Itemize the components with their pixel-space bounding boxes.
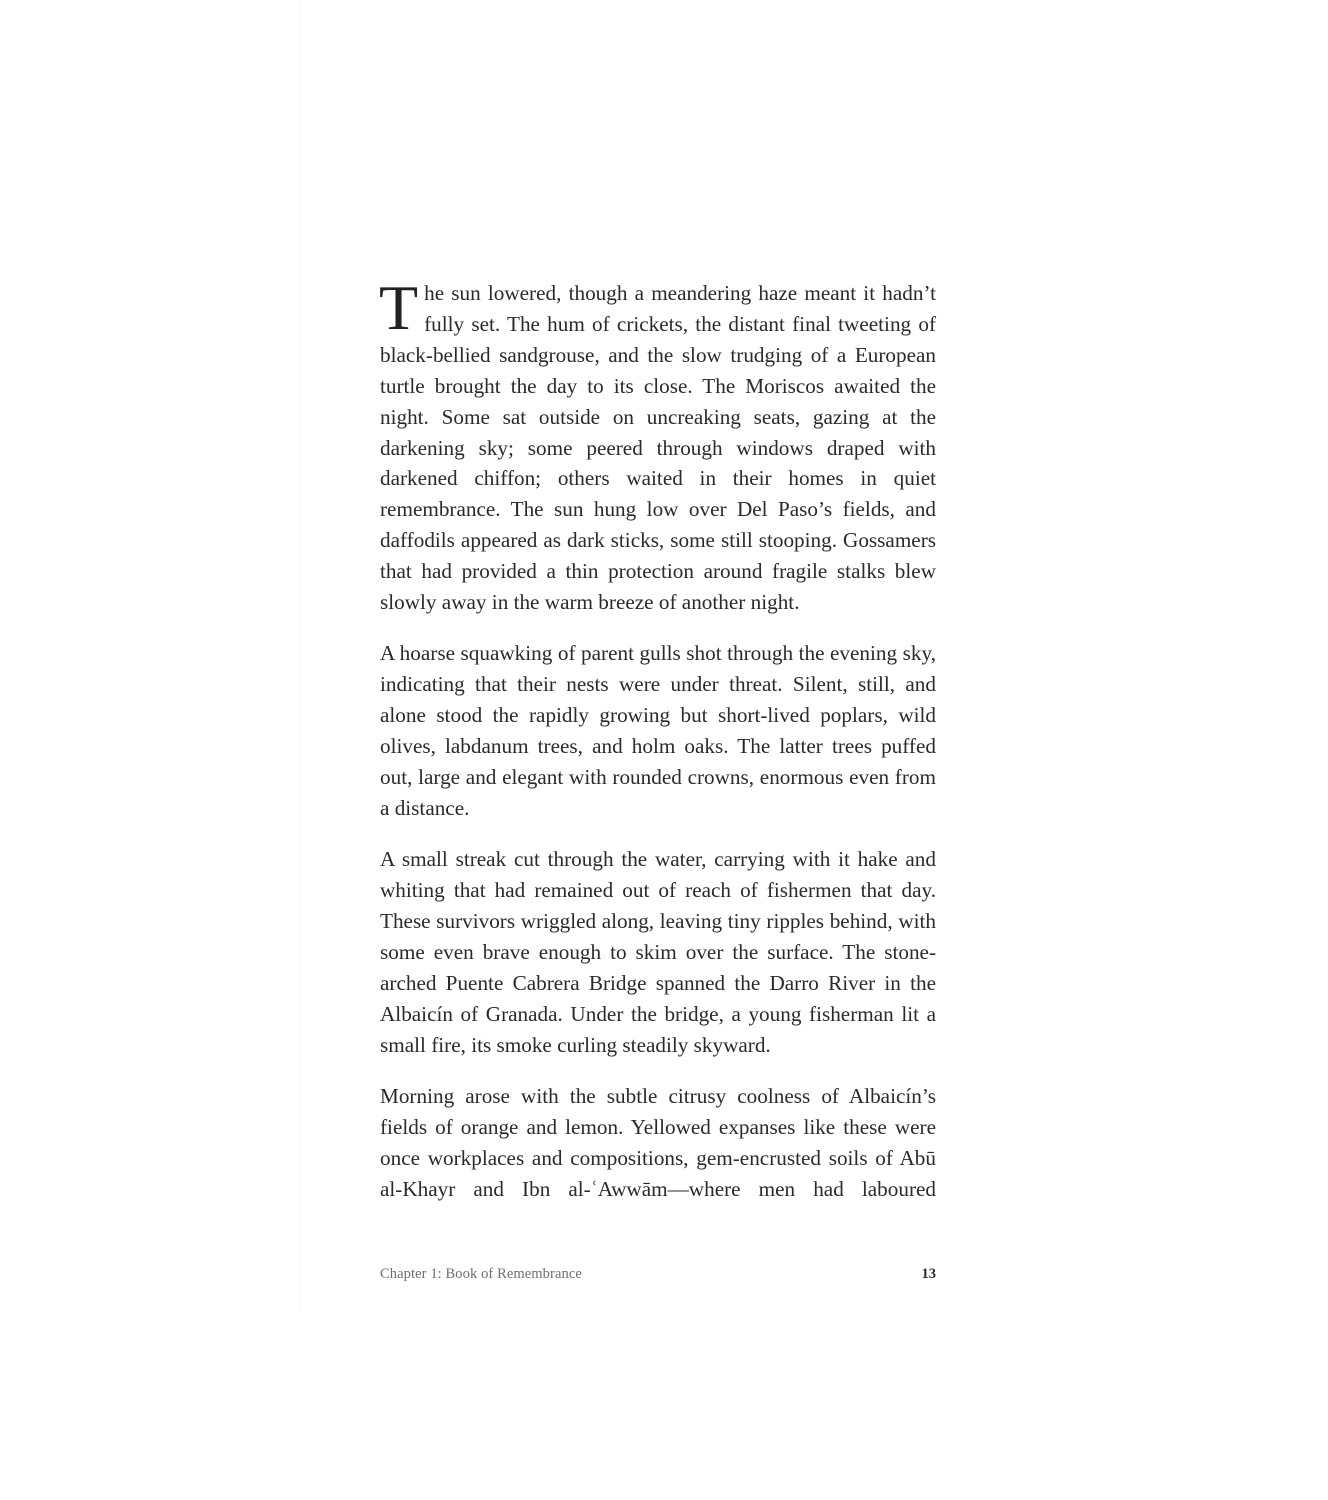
paragraph-1 — [379, 272, 936, 618]
paragraph-1-text: he sun lowered, though a meandering haze meant it hadn’t fully set. The hum of crickets, the distant final tweeting of black-bellied sandgrouse, and the slow trudging of a European turtle brought the day to its close. The Moriscos awaited the night. Some sat outside on uncreaking seats, gazing at the darkening sky; some peered through windows draped with darkened chiffon; others waited in their homes in quiet remembrance. The sun hung low over Del Paso’s fields, and daffodils appeared as dark sticks, some still stooping. Gossamers that had provided a thin protection around fragile stalks blew slowly away in the warm breeze of another night. — [380, 281, 936, 615]
page-number: 13 — [921, 1266, 936, 1282]
paragraph-2: A hoarse squawking of parent gulls shot through the evening sky, indicating that their nests were under threat. Silent, still, and alone stood the rapidly growing but short-lived poplars, wild olives, labdanum trees, and holm oaks. The latter trees puffed out, large and elegant with rounded crowns, enormous even from a distance. — [380, 641, 936, 820]
running-head: Chapter 1: Book of Remembrance — [380, 1266, 582, 1282]
body-text — [379, 272, 936, 1225]
paragraph-3: A small streak cut through the water, carrying with it hake and whiting that had remained out of reach of fishermen that day. These survivors wriggled along, leaving tiny ripples behind, with some even brave enough to skim over the surface. The stone-arched Puente Cabrera Bridge spanned the Darro River in the Albaicín of Granada. Under the bridge, a young fisherman lit a small fire, its smoke curling steadily skyward. — [380, 847, 936, 1057]
drop-cap: T — [379, 272, 419, 343]
page-footer — [380, 1266, 936, 1288]
paragraph-4: Morning arose with the subtle citrusy coolness of Albaicín’s fields of orange and lemon. Yellowed expanses like these were once workplaces and compositions, gem-encrusted soils of Abū al-Khayr and Ibn al-ʿAwwām—where men had laboured — [380, 1084, 936, 1201]
